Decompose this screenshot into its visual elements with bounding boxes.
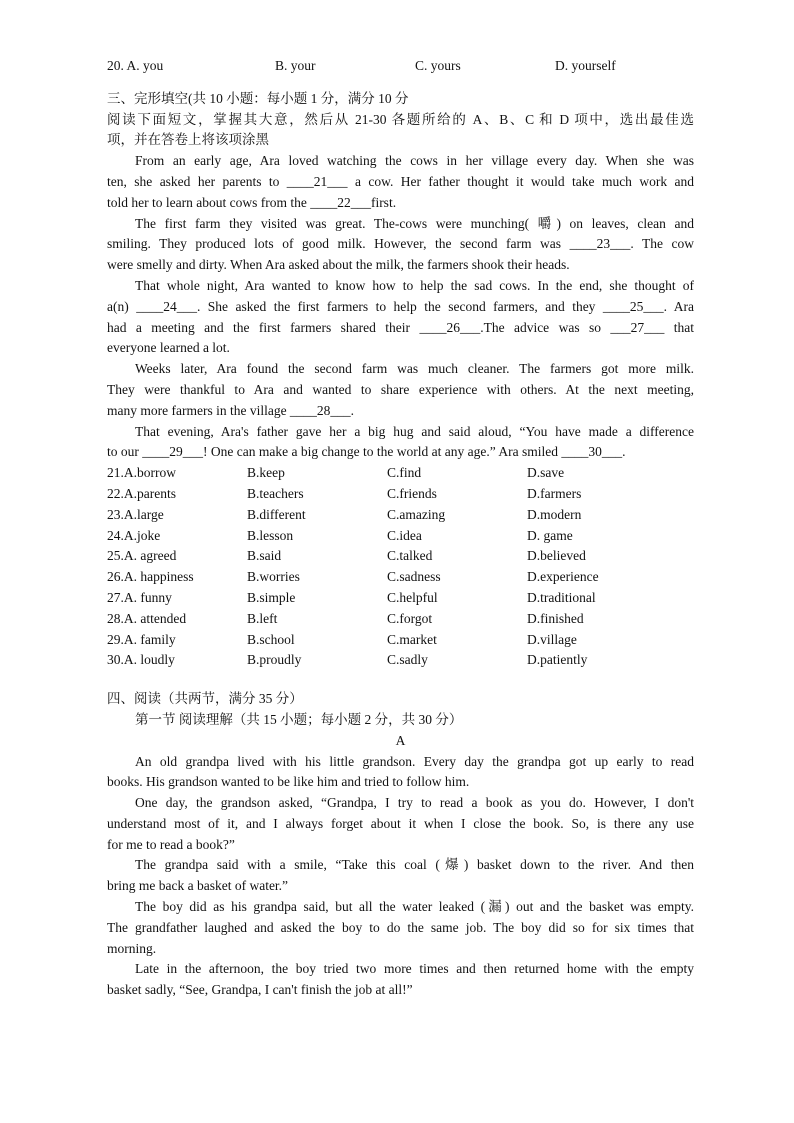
reading-passage-line: The grandfather laughed and asked the boy to do the same job. The boy did so for six times that <box>107 919 694 935</box>
option-d: D. yourself <box>555 58 616 73</box>
option-c: C.forgot <box>387 610 433 626</box>
cloze-passage-line: had a meeting and the first farmers shared their ____26___.The advice was so ___27___ that <box>107 319 694 335</box>
reading-passage-line: for me to read a book?” <box>107 836 235 852</box>
option-b: B.school <box>247 631 295 647</box>
option-b: B.keep <box>247 465 285 481</box>
option-c: C.friends <box>387 485 437 501</box>
option-b: B.simple <box>247 589 296 605</box>
option-a: 24.A.joke <box>107 527 161 543</box>
option-row <box>107 650 694 671</box>
cloze-passage-line: were smelly and dirty. When Ara asked about the milk, the farmers shook their heads. <box>107 257 570 273</box>
cloze-options <box>107 463 694 671</box>
reading-passage-line: basket sadly, “See, Grandpa, I can't finish the job at all!” <box>107 982 413 998</box>
option-d: D.traditional <box>527 589 596 605</box>
option-d: D.patiently <box>527 652 588 668</box>
cloze-passage-line: From an early age, Ara loved watching the cows in her village every day. When she was <box>135 153 694 169</box>
cloze-passage <box>107 151 694 463</box>
reading-passage-line: The grandpa said with a smile, “Take this coal (爆) basket down to the river. And then <box>135 857 694 873</box>
option-a: 27.A. funny <box>107 589 172 605</box>
option-a: 22.A.parents <box>107 485 176 501</box>
option-b: B.said <box>247 548 282 564</box>
option-a: 30.A. loudly <box>107 652 175 668</box>
option-c: C.sadly <box>387 652 428 668</box>
option-row <box>107 588 694 609</box>
section-4-title: 四、阅读（共两节，满分 35 分） <box>107 691 303 707</box>
cloze-passage-line: That evening, Ara's father gave her a big hug and said aloud, “You have made a difference <box>135 423 694 439</box>
option-a: 28.A. attended <box>107 610 187 626</box>
option-d: D.modern <box>527 506 582 522</box>
reading-passage-line: The boy did as his grandpa said, but all the water leaked (漏) out and the basket was empty. <box>135 899 694 915</box>
cloze-passage-line: many more farmers in the village ____28___. <box>107 402 355 418</box>
cloze-passage-line: to our ____29___! One can make a big change to the world at any age.” Ara smiled ____30___. <box>107 444 626 460</box>
cloze-passage-line: They were thankful to Ara and wanted to share experience with others. At the next meeting, <box>107 381 694 397</box>
option-d: D. game <box>527 527 573 543</box>
option-b: B.worries <box>247 569 300 585</box>
question-20-options <box>107 56 694 77</box>
option-b: B. your <box>275 58 316 73</box>
reading-passage-line: understand most of it, and I always forget about it when I close the book. So, is there any use <box>107 815 694 831</box>
option-c: C.amazing <box>387 506 446 522</box>
option-d: D.save <box>527 465 565 481</box>
option-row <box>107 609 694 630</box>
option-b: B.lesson <box>247 527 294 543</box>
cloze-passage-line: That whole night, Ara wanted to know how to help the sad cows. In the end, she thought of <box>135 277 694 293</box>
option-b: B.proudly <box>247 652 302 668</box>
cloze-passage-line: The first farm they visited was great. The-cows were munching( 嚼) on leaves, clean and <box>135 215 694 231</box>
section-3-instructions-cont: 项，并在答卷上将该项涂黑 <box>107 132 269 148</box>
option-c: C.sadness <box>387 569 441 585</box>
option-d: D.believed <box>527 548 586 564</box>
option-c: C.talked <box>387 548 433 564</box>
option-b: B.different <box>247 506 306 522</box>
cloze-passage-line: told her to learn about cows from the ____22___first. <box>107 194 397 210</box>
option-c: C.market <box>387 631 437 647</box>
section-4-subtitle: 第一节 阅读理解（共 15 小题；每小题 2 分，共 30 分） <box>135 711 463 727</box>
option-d: D.experience <box>527 569 599 585</box>
passage-letter: A <box>395 732 406 748</box>
reading-passage-line: books. His grandson wanted to be like him and tried to follow him. <box>107 774 470 790</box>
option-b: B.left <box>247 610 278 626</box>
option-row <box>107 463 694 484</box>
reading-passage-line: Late in the afternoon, the boy tried two more times and then returned home with the empty <box>135 961 694 977</box>
option-a: 20. A. you <box>107 58 164 73</box>
reading-passage-line: morning. <box>107 940 157 956</box>
option-row <box>107 484 694 505</box>
option-a: 29.A. family <box>107 631 176 647</box>
option-b: B.teachers <box>247 485 304 501</box>
option-c: C.helpful <box>387 589 438 605</box>
option-d: D.finished <box>527 610 584 626</box>
reading-passage-line: One day, the grandson asked, “Grandpa, I try to read a book as you do. However, I don't <box>135 795 694 811</box>
section-3-title: 三、完形填空(共 10 小题：每小题 1 分，满分 10 分 <box>107 90 409 106</box>
option-row <box>107 567 694 588</box>
option-row <box>107 505 694 526</box>
option-a: 21.A.borrow <box>107 465 176 481</box>
option-c: C.find <box>387 465 422 481</box>
cloze-passage-line: everyone learned a lot. <box>107 340 230 356</box>
option-c: C.idea <box>387 527 422 543</box>
option-row <box>107 630 694 651</box>
exam-page <box>107 56 694 1001</box>
option-row <box>107 526 694 547</box>
section-3-instructions: 阅读下面短文，掌握其大意，然后从 21-30 各题所给的 A、B、C 和 D 项中，选出最佳选 <box>107 111 694 127</box>
option-d: D.village <box>527 631 577 647</box>
option-a: 25.A. agreed <box>107 548 177 564</box>
reading-passage-a <box>107 752 694 1002</box>
option-row <box>107 546 694 567</box>
cloze-passage-line: smiling. They produced lots of good milk. However, the second farm was ____23___. The cow <box>107 236 694 252</box>
reading-passage-line: bring me back a basket of water.” <box>107 878 289 894</box>
option-c: C. yours <box>415 58 461 73</box>
option-a: 23.A.large <box>107 506 164 522</box>
cloze-passage-line: Weeks later, Ara found the second farm was much cleaner. The farmers got more milk. <box>135 361 694 377</box>
option-a: 26.A. happiness <box>107 569 194 585</box>
reading-passage-line: An old grandpa lived with his little grandson. Every day the grandpa got up early to read <box>135 753 694 769</box>
cloze-passage-line: a(n) ____24___. She asked the first farmers to help the second farmers, and they ____25___. Ara <box>107 298 694 314</box>
option-d: D.farmers <box>527 485 582 501</box>
cloze-passage-line: ten, she asked her parents to ____21___ a cow. Her father thought it would take much work and <box>107 173 694 189</box>
